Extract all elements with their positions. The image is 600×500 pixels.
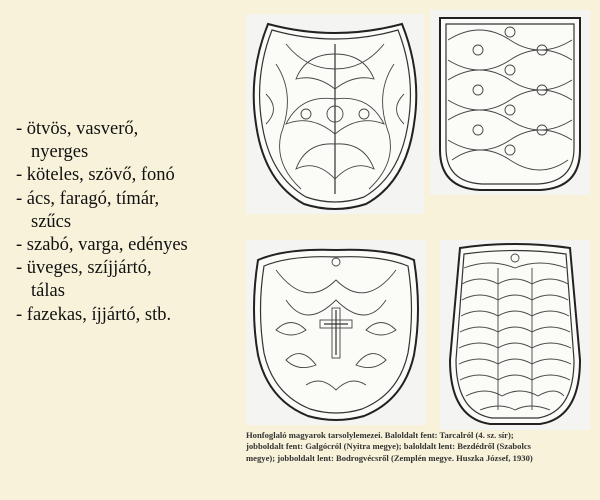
caption-line: jobboldalt fent: Galgócról (Nyitra megye); baloldalt lent: Bezdédről (Szabolcs <box>246 441 531 452</box>
caption-line: megye); jobboldalt lent: Bodrogvécsről (Zemplén megye. Huszka József, 1930) <box>246 452 533 463</box>
list-item: - ötvös, vasverő, nyerges <box>16 119 139 163</box>
list-item: - köteles, szövő, fonó <box>16 165 175 186</box>
caption-line: Honfoglaló magyarok tarsolylemezei. Baloldalt fent: Tarcalról (4. sz. sír); <box>246 430 514 440</box>
list-item: - szabó, varga, edényes <box>16 235 188 256</box>
list-item: - ács, faragó, tímár, szűcs <box>16 188 160 232</box>
figure-caption <box>246 430 596 464</box>
sabretache-plate-bezded-icon <box>246 240 426 425</box>
list-item: - fazekas, íjjártó, stb. <box>16 304 172 325</box>
sabretache-plate-tarcal-icon <box>246 14 424 214</box>
sabretache-plate-galgoc-icon <box>430 10 590 195</box>
crafts-list <box>16 118 241 327</box>
list-item: - üveges, szíjjártó, tálas <box>16 258 152 302</box>
sabretache-plate-bodrogvecs-icon <box>440 240 590 430</box>
